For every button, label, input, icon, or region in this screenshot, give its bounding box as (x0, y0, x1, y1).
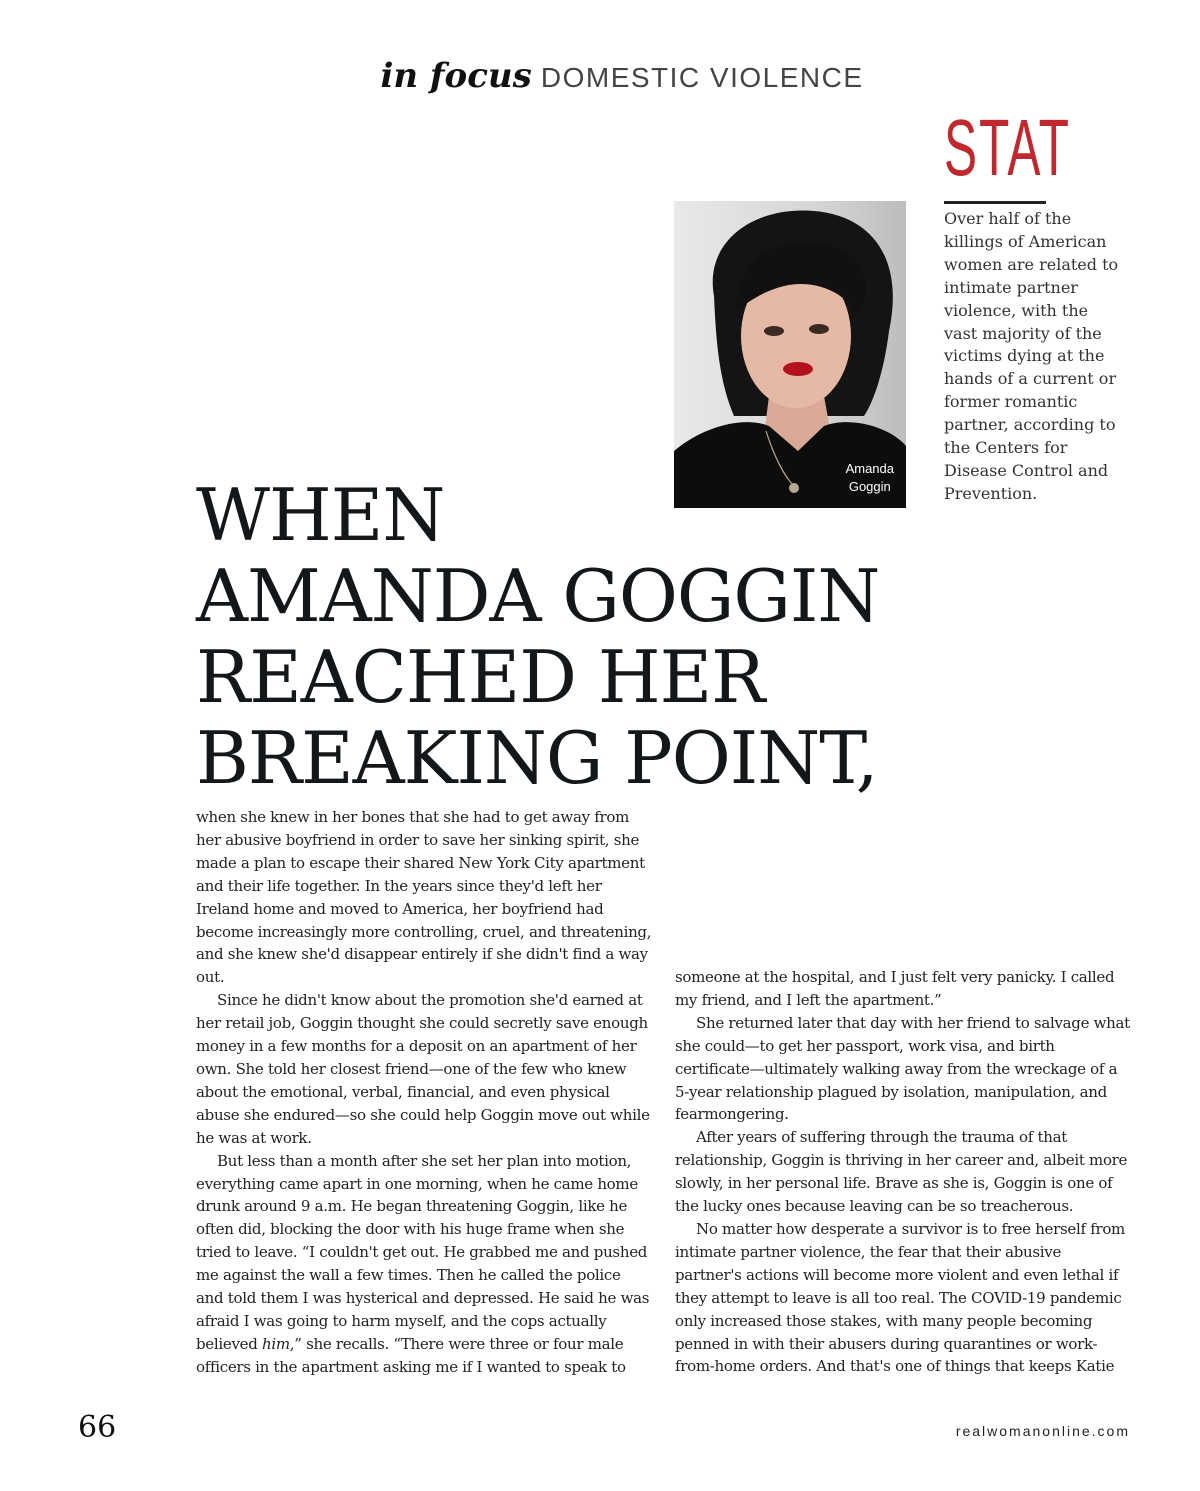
headline (196, 475, 936, 799)
body-paragraph: She returned later that day with her friend to salvage what she could—to get her passport, work visa, and birth certificate—ultimately walking away from the wreckage of a 5-year relationship plagued by isolation, manipulation, and fearmongering. (675, 1013, 1130, 1124)
section-header (0, 56, 1200, 96)
body-column-left (196, 806, 652, 1379)
body-paragraph: when she knew in her bones that she had to get away from her abusive boyfriend in order to save her sinking spirit, she made a plan to escape their shared New York City apartment and their life together. In the years since they'd left her Ireland home and moved to America, her boyfriend had become increasingly more controlling, cruel, and threatening, and she knew she'd disappear entirely if she didn't find a way out. (196, 808, 652, 987)
stat-title: STAT (944, 103, 1071, 192)
body-paragraph: someone at the hospital, and I just felt very panicky. I called my friend, and I left the apartment.” (675, 968, 1115, 1009)
body-paragraph: No matter how desperate a survivor is to free herself from intimate partner violence, the fear that their abusive partner's actions will become more violent and even lethal if they attempt to leave is all too real. The COVID-19 pandemic only increased those stakes, with many people becoming penned in with their abusers during quarantines or work-from-home orders. And that's one of things that keeps Katie (675, 1219, 1125, 1376)
photo-caption: Amanda Goggin (845, 461, 894, 494)
headline-line: WHEN (196, 473, 445, 557)
headline-line: BREAKING POINT, (196, 716, 878, 800)
section-brand: in focus (380, 56, 532, 96)
stat-text: Over half of the killings of American women are related to intimate partner violence, with the vast majority of the victims dying at the hands of a current or former romantic partner, according to the Centers for Disease Control and Prevention. (944, 209, 1119, 503)
section-topic: DOMESTIC VIOLENCE (540, 62, 864, 93)
body-column-right (675, 966, 1131, 1378)
headline-line: AMANDA GOGGIN (196, 554, 880, 638)
body-paragraph: But less than a month after she set her plan into motion, everything came apart in one morning, when he came home drunk around 9 a.m. He began threatening Goggin, like he often did, blocking the door with his huge frame when she tried to leave. “I couldn't get out. He grabbed me and pushed me against the wall a few times. Then he called the police and told them I was hysterical and depressed. He said he was afraid I was going to harm myself, and the cops actually believed him,” she recalls. “There were three or four male officers in the apartment asking me if I wanted to speak to (196, 1151, 650, 1376)
website-url: realwomanonline.com (955, 1423, 1130, 1439)
headline-line: REACHED HER (196, 635, 765, 719)
page-number: 66 (78, 1410, 117, 1445)
body-paragraph: Since he didn't know about the promotion she'd earned at her retail job, Goggin thought she could secretly save enough money in a few months for a deposit on an apartment of her own. She told her closest friend—one of the few who knew about the emotional, verbal, financial, and even physical abuse she endured—so she could help Goggin move out while he was at work. (196, 991, 650, 1147)
body-paragraph: After years of suffering through the trauma of that relationship, Goggin is thriving in her career and, albeit more slowly, in her personal life. Brave as she is, Goggin is one of the lucky ones because leaving can be so treacherous. (675, 1128, 1128, 1216)
portrait-photo (674, 201, 906, 508)
stat-divider (944, 201, 1046, 204)
